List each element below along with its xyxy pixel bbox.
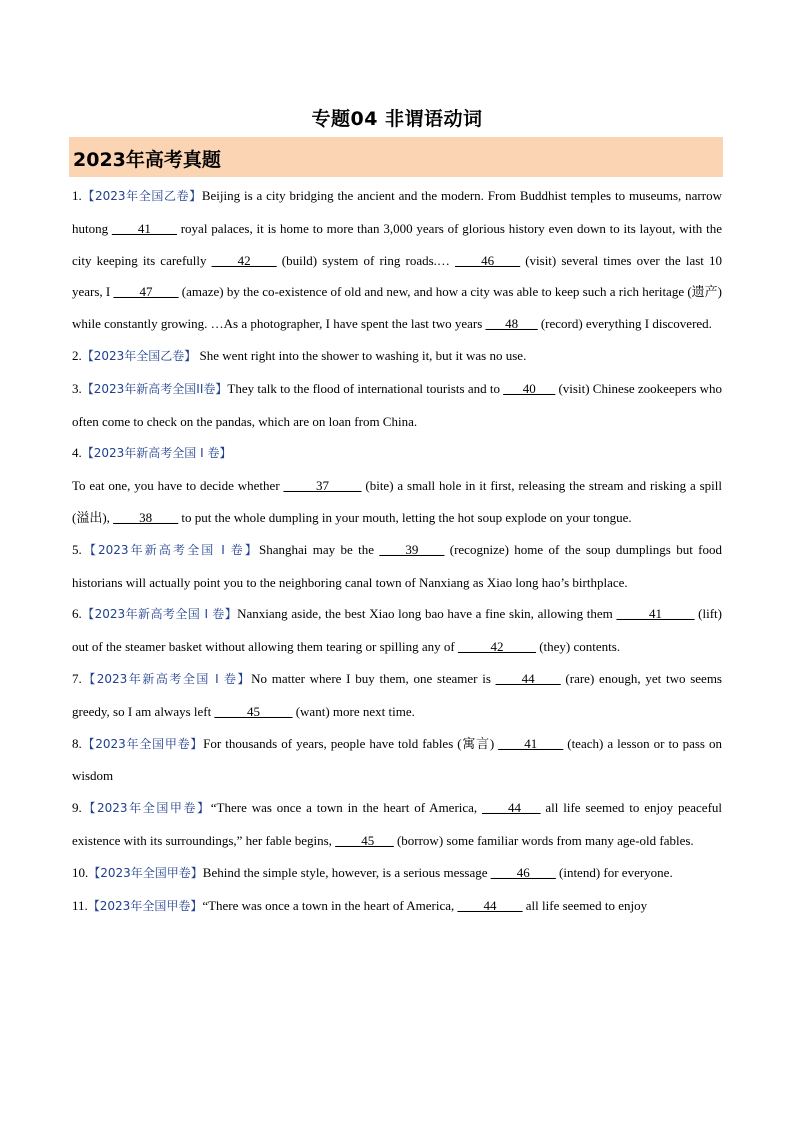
question-text-segment: They talk to the flood of international tourists and to	[227, 380, 504, 396]
question-text-segment: Nanxiang aside, the best Xiao long bao have a fine skin, allowing them	[237, 606, 617, 622]
question-text-segment: (want) more next time.	[292, 703, 415, 719]
question-text-segment: For thousands of years, people have told fables (寓言)	[203, 735, 499, 751]
question-item	[72, 534, 722, 599]
question-source: 【2023年新高考全国 I 卷】	[81, 671, 252, 686]
question-text-segment: to put the whole dumpling in your mouth, letting the hot soup explode on your tongue.	[178, 509, 632, 525]
section-title: 2023年高考真题	[73, 149, 221, 171]
answer-blank: ___48___	[485, 316, 538, 332]
question-text-segment: all life seemed to enjoy peaceful existence with its surroundings,” her fable begins,	[72, 800, 723, 848]
question-item	[72, 728, 722, 793]
question-number: 6.	[72, 606, 82, 622]
answer-blank: ____45___	[335, 832, 394, 848]
question-number: 1.	[72, 188, 82, 203]
answer-blank: ____46____	[490, 864, 556, 880]
question-item	[72, 180, 722, 340]
question-text-segment: She went right into the shower to washing it, but it was no use.	[196, 347, 527, 363]
answer-blank: ____47____	[113, 284, 179, 300]
question-number: 2.	[72, 347, 82, 363]
answer-blank: ____44____	[457, 897, 523, 913]
question-number: 8.	[72, 735, 82, 751]
question-text-segment: No matter where I buy them, one steamer is	[251, 670, 496, 686]
answer-blank: ____42____	[211, 252, 277, 268]
answer-blank: ____41____	[498, 735, 564, 751]
question-source: 【2023年新高考全国II卷】	[81, 381, 228, 396]
question-list	[72, 180, 722, 922]
question-text	[72, 470, 722, 534]
question-source: 【2023年全国甲卷】	[87, 898, 203, 913]
question-text-segment: (lift) out of the steamer basket without allowing them tearing or spilling any of	[72, 606, 722, 655]
answer-blank: ___40___	[503, 380, 556, 396]
question-text-segment: “There was once a town in the heart of America,	[210, 800, 483, 816]
question-number: 7.	[72, 670, 82, 686]
question-number: 11.	[72, 897, 88, 913]
question-source: 【2023年全国乙卷】	[81, 348, 197, 363]
question-item	[72, 437, 722, 470]
question-text-segment: (bite) a small hole in it first, releasing the stream and risking a spill (溢出),	[72, 478, 723, 525]
question-text-segment: all life seemed to enjoy	[522, 897, 648, 913]
question-text-segment: royal palaces, it is home to more than 3,000 years of glorious history even down to its layout, with the city keeping its carefully	[72, 220, 722, 268]
question-source: 【2023年新高考全国 I 卷】	[81, 607, 238, 622]
page-title: 专题04 非谓语动词	[311, 108, 483, 130]
question-number: 4.	[72, 445, 82, 461]
question-text-segment: (recognize) home of the soup dumplings but food historians will actually point you to the neighboring canal town of Nanxiang as Xiao long hao’s birthplace.	[72, 541, 722, 590]
answer-blank: _____45_____	[214, 703, 293, 719]
question-text-segment: To eat one, you have to decide whether	[72, 478, 284, 494]
answer-blank: ____44___	[482, 800, 541, 816]
question-source: 【2023年新高考全国 I 卷】	[81, 542, 259, 557]
question-text-segment: Behind the simple style, however, is a serious message	[202, 864, 491, 880]
question-text-segment: (intend) for everyone.	[555, 864, 673, 880]
question-source: 【2023年全国甲卷】	[81, 736, 204, 751]
answer-blank: _____41_____	[616, 606, 695, 622]
question-text-segment: (borrow) some familiar words from many age-old fables.	[393, 832, 694, 848]
answer-blank: ____38____	[113, 509, 179, 525]
question-number: 3.	[72, 380, 82, 396]
question-text-segment: (amaze) by the co-existence of old and new, and how a city was able to keep such a rich heritage (遗产) while constantly growing. …As a photographer, I have spent the last two years	[72, 284, 723, 332]
question-text-segment: (teach) a lesson or to pass on wisdom	[72, 735, 722, 784]
question-item	[72, 598, 722, 663]
answer-blank: ____41____	[111, 220, 177, 236]
question-text-segment: (rare) enough, yet two seems greedy, so I am always left	[72, 670, 722, 719]
question-text-segment: Shanghai may be the	[259, 541, 380, 557]
question-item	[72, 890, 722, 923]
answer-blank: ____39____	[379, 541, 445, 557]
question-source: 【2023年全国甲卷】	[81, 801, 211, 816]
question-item	[72, 340, 722, 373]
question-text-segment: (they) contents.	[535, 639, 621, 655]
question-source: 【2023年全国甲卷】	[88, 865, 203, 880]
question-text-segment: (visit) several times over the last 10 years, I	[72, 252, 723, 300]
answer-blank: ____44____	[495, 670, 561, 686]
question-text-segment: (record) everything I discovered.	[537, 316, 712, 332]
question-text-segment: Beijing is a city bridging the ancient and the modern. From Buddhist temples to museums, narrow hutong	[72, 188, 722, 236]
answer-blank: ____46____	[455, 252, 521, 268]
answer-blank: _____42_____	[457, 639, 536, 655]
question-item	[72, 792, 722, 857]
section-header	[69, 137, 723, 177]
question-number: 5.	[72, 541, 82, 557]
question-text-segment: “There was once a town in the heart of America,	[202, 897, 458, 913]
question-source: 【2023年新高考全国 I 卷】	[81, 446, 232, 461]
question-number: 10.	[72, 864, 89, 880]
question-item	[72, 373, 722, 438]
question-number: 9.	[72, 800, 82, 816]
question-item	[72, 857, 722, 890]
question-text-segment: (visit) Chinese zookeepers who often come to check on the pandas, which are on loan from China.	[72, 380, 723, 429]
question-source: 【2023年全国乙卷】	[81, 189, 202, 203]
question-item	[72, 663, 722, 728]
question-text-segment: (build) system of ring roads.…	[276, 252, 456, 268]
answer-blank: _____37_____	[283, 478, 362, 494]
